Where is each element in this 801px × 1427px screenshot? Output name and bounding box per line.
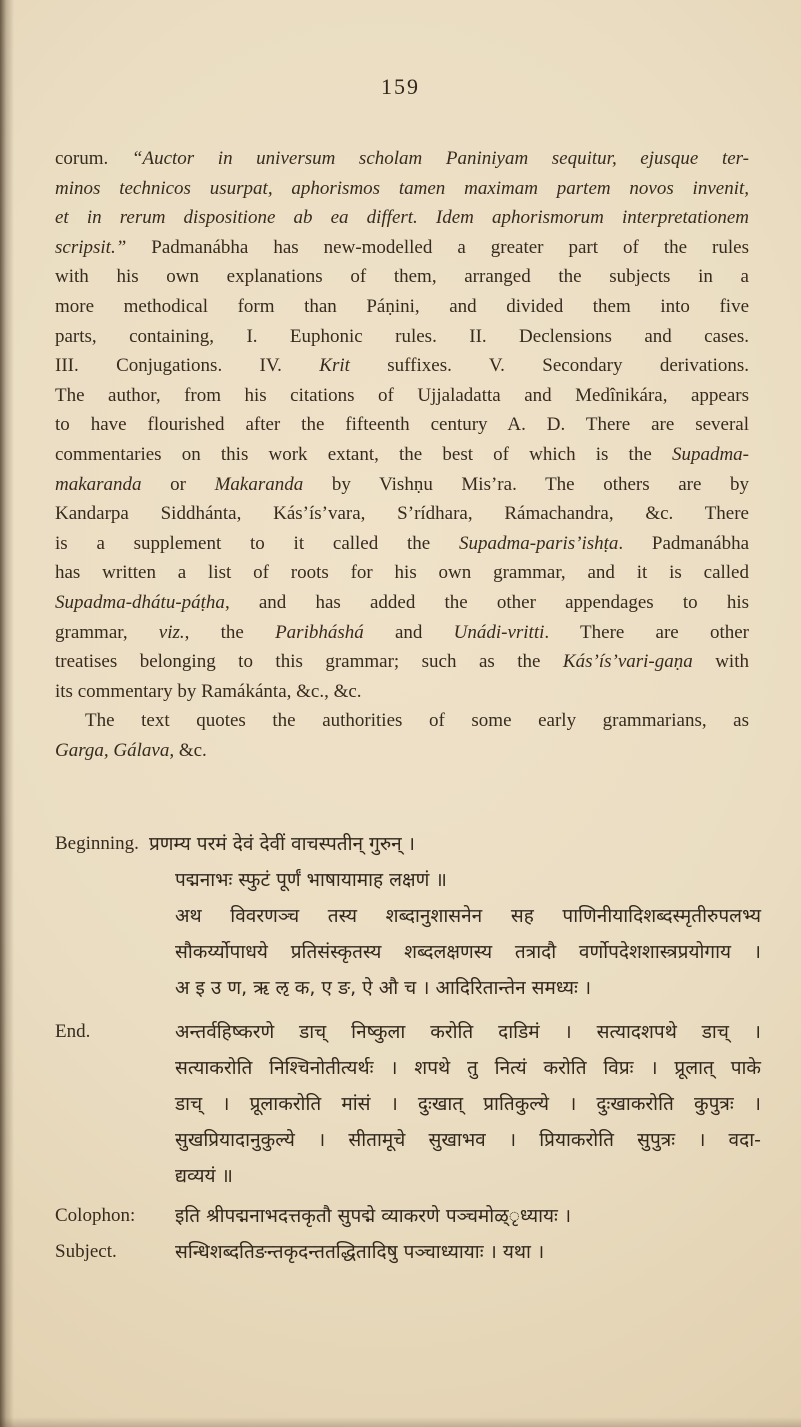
text-line: its commentary by Ramákánta, &c., &c. [55,680,362,702]
text-line: with his own explanations of them, arranged the subjects in a [55,266,749,288]
devanagari-line: डाच् । प्रूलाकरोति मांसं । दुःखात् प्रातिकुल्ये । दुःखाकरोति कुपुत्रः । [175,1093,761,1115]
section-label-colophon: Colophon: [55,1205,136,1226]
text-line: Supadma-dhátu-páṭha, and has added the other appendages to his [55,591,749,613]
sanskrit-extracts [55,826,761,1270]
section-end [55,1014,761,1194]
devanagari-line: इति श्रीपद्मनाभदत्तकृतौ सुपद्मे व्याकरणे पञ्चमोळ्ृध्यायः । [175,1205,572,1227]
devanagari-line: अ इ उ ण, ऋ ऌ क, ए ङ, ऐ औ च । आदिरितान्तेन समध्यः । [175,977,592,999]
devanagari-line: प्रणम्य परमं देवं देवीं वाचस्पतीन् गुरुन् । [149,833,415,855]
section-label-beginning: Beginning. [55,833,139,854]
text-line: III. Conjugations. IV. Krit suffixes. V. Secondary derivations. [55,355,749,377]
text-line: to have flourished after the fifteenth century A. D. There are several [55,414,749,436]
text-line: more methodical form than Páṇini, and divided them into five [55,295,749,317]
text-line: commentaries on this work extant, the best of which is the Supadma- [55,443,749,465]
text-line: treatises belonging to this grammar; such as the Kás’ís’vari-gaṇa with [55,651,749,673]
text-line: Kandarpa Siddhánta, Kás’ís’vara, S’rídhara, Rámachandra, &c. There [55,503,749,525]
text-line: makaranda or Makaranda by Vishṇu Mis’ra. The others are by [55,473,750,495]
text-line: has written a list of roots for his own grammar, and it is called [55,562,749,584]
subject-text [175,1234,761,1270]
text-line: et in rerum dispositione ab ea differt. Idem aphorismorum interpretationem [55,207,749,229]
section-subject [55,1234,761,1270]
body-text [55,144,749,765]
paragraph-description [55,144,749,706]
text-line: The author, from his citations of Ujjaladatta and Medînikára, appears [55,384,749,406]
devanagari-line: पद्मनाभः स्फुटं पूर्णं भाषायामाह लक्षणं ॥ [175,869,447,891]
devanagari-line: अथ विवरणञ्च तस्य शब्दानुशासनेन सह पाणिनीयादिशब्दस्मृतीरुपलभ्य [175,905,761,927]
text-line: minos technicos usurpat, aphorismos tamen maximam partem novos invenit, [55,177,749,199]
devanagari-line: द्यव्ययं ॥ [175,1165,233,1187]
text-line: is a supplement to it called the Supadma-paris’ishṭa. Padmanábha [55,532,750,554]
colophon-text [175,1198,761,1234]
section-beginning [55,826,761,1006]
section-colophon [55,1198,761,1234]
end-text [175,1014,761,1194]
text-line: parts, containing, I. Euphonic rules. II. Declensions and cases. [55,325,749,347]
section-label-end: End. [55,1021,91,1042]
page-bottom-shadow [0,1417,801,1427]
text-line: scripsit.” Padmanábha has new-modelled a greater part of the rules [55,236,749,258]
paragraph-authorities [55,706,749,765]
text-line: grammar, viz., the Paribháshá and Unádi-vritti. There are other [55,621,749,643]
page-edge-shadow [0,0,14,1427]
devanagari-line: सत्याकरोति निश्चिनोतीत्यर्थः । शपथे तु नित्यं करोति विप्रः । प्रूलात् पाके [175,1057,761,1079]
text-line: corum. “Auctor in universum scholam Paniniyam sequitur, ejusque ter- [55,148,750,169]
section-label-subject: Subject. [55,1241,117,1262]
devanagari-line: सौकर्य्योपाधये प्रतिसंस्कृतस्य शब्दलक्षणस्य तत्रादौ वर्णोपदेशशास्त्रप्रयोगाय । [175,941,761,963]
devanagari-line: सन्धिशब्दतिङन्तकृदन्ततद्धितादिषु पञ्चाध्यायाः । यथा । [175,1241,545,1263]
text-line: The text quotes the authorities of some early grammarians, as [85,710,749,732]
devanagari-line: अन्तर्वहिष्करणे डाच् निष्कुला करोति दाडिमं । सत्यादशपथे डाच् । [175,1021,761,1043]
text-line: Garga, Gálava, &c. [55,739,207,761]
page-number: 159 [381,74,420,99]
devanagari-line: सुखप्रियादानुकुल्ये । सीतामूचे सुखाभव । प्रियाकरोति सुपुत्रः । वदा- [175,1129,761,1151]
beginning-text [149,826,761,1006]
